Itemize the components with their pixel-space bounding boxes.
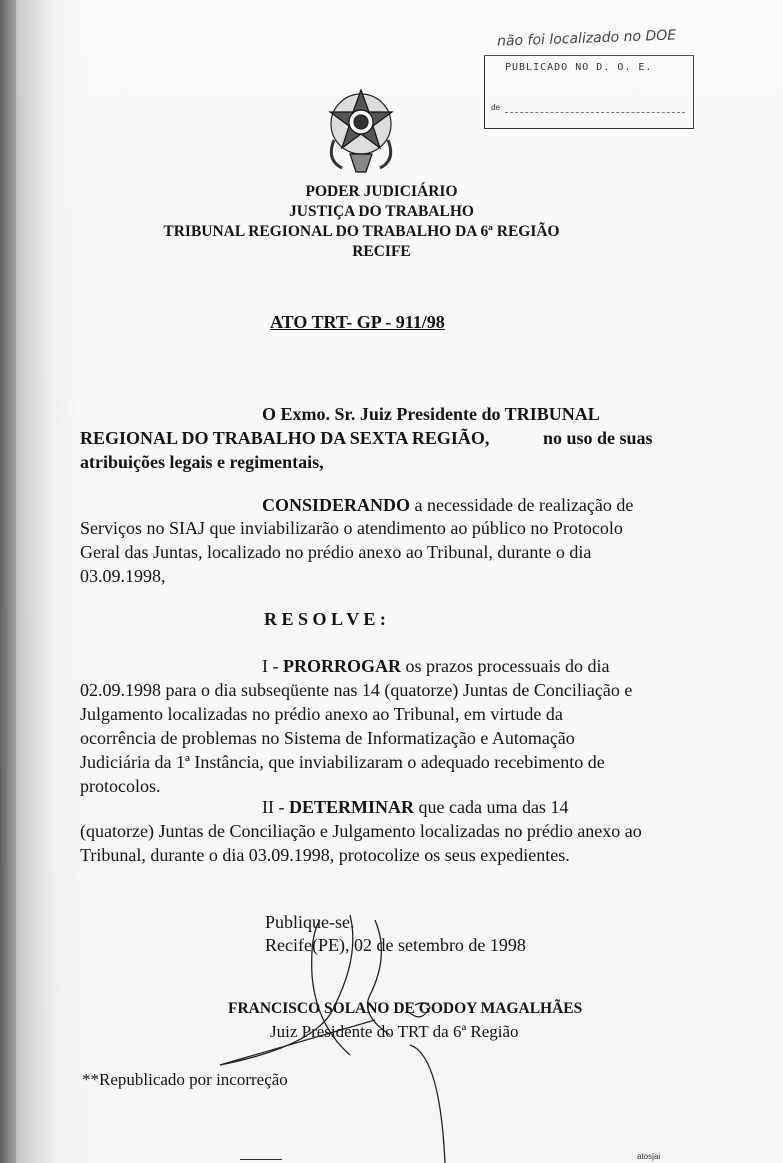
item1-line-2: 02.09.1998 para o dia subseqüente nas 14 (quatorze) Juntas de Conciliação e: [80, 680, 633, 700]
signatory-name: FRANCISCO SOLANO DE GODOY MAGALHÃES: [228, 1000, 583, 1017]
opening-line-2: REGIONAL DO TRABALHO DA SEXTA REGIÃO,: [80, 428, 490, 448]
considering-line-4: 03.09.1998,: [80, 566, 166, 586]
considering-line-1: [262, 494, 633, 518]
handwritten-note: não foi localizado no DOE: [496, 27, 677, 50]
considering-line-1-tail: a necessidade de realização de: [414, 495, 634, 515]
opening-line-2-tail: no uso de suas: [543, 428, 653, 448]
item1-line-1-tail: os prazos processuais do dia: [405, 656, 610, 676]
document-title: ATO TRT- GP - 911/98: [270, 312, 445, 332]
item1-line-3: Julgamento localizadas no prédio anexo ao Tribunal, em virtude da: [80, 704, 563, 724]
item2-line-3: Tribunal, durante o dia 03.09.1998, protocolize os seus expedientes.: [80, 845, 570, 865]
closing-place-date: Recife(PE), 02 de setembro de 1998: [265, 935, 526, 955]
coat-of-arms-icon: [320, 80, 402, 178]
item1-line-1: [262, 655, 609, 679]
resolve-heading: R E S O L V E :: [264, 609, 386, 629]
considering-line-3: Geral das Juntas, localizado no prédio anexo ao Tribunal, durante o dia: [80, 542, 592, 562]
item1-keyword: PRORROGAR: [283, 656, 401, 676]
header-line-4: RECIFE: [352, 243, 411, 260]
item1-prefix: I -: [262, 656, 283, 676]
scan-binding-shadow: [0, 0, 16, 1163]
item1-line-6: protocolos.: [80, 776, 161, 796]
stamp-title: PUBLICADO NO D. O. E.: [505, 62, 653, 73]
item2-line-2: (quatorze) Juntas de Conciliação e Julgamento localizadas no prédio anexo ao: [80, 821, 642, 841]
opening-line-3: atribuições legais e regimentais,: [80, 452, 324, 472]
bottom-rule: [240, 1159, 282, 1160]
item2-prefix: II -: [262, 797, 289, 817]
considering-keyword: CONSIDERANDO: [262, 495, 411, 515]
item2-line-1: [262, 796, 568, 820]
header-line-1: PODER JUDICIÁRIO: [305, 183, 458, 200]
publication-stamp: [484, 55, 694, 129]
item1-line-5: Judiciária da 1ª Instância, que inviabilizaram o adequado recebimento de: [80, 752, 605, 772]
header-line-2: JUSTIÇA DO TRABALHO: [289, 203, 474, 220]
considering-line-2: Serviços no SIAJ que inviabilizarão o atendimento ao público no Protocolo: [80, 518, 623, 538]
item1-line-4: ocorrência de problemas no Sistema de Informatização e Automação: [80, 728, 575, 748]
item2-line-1-tail: que cada uma das 14: [418, 797, 569, 817]
header-line-3: TRIBUNAL REGIONAL DO TRABALHO DA 6ª REGIÃO: [163, 223, 560, 240]
closing-publish: Publique-se.: [265, 912, 355, 932]
stamp-date-prefix: de: [491, 103, 500, 112]
stamp-date-line: [505, 112, 685, 113]
file-reference: atosjai: [637, 1152, 661, 1161]
signatory-role: Juiz Presidente do TRT da 6ª Região: [270, 1022, 519, 1041]
footnote: **Republicado por incorreção: [82, 1070, 288, 1089]
item2-keyword: DETERMINAR: [288, 797, 414, 817]
opening-line-1: O Exmo. Sr. Juiz Presidente do TRIBUNAL: [262, 404, 600, 424]
